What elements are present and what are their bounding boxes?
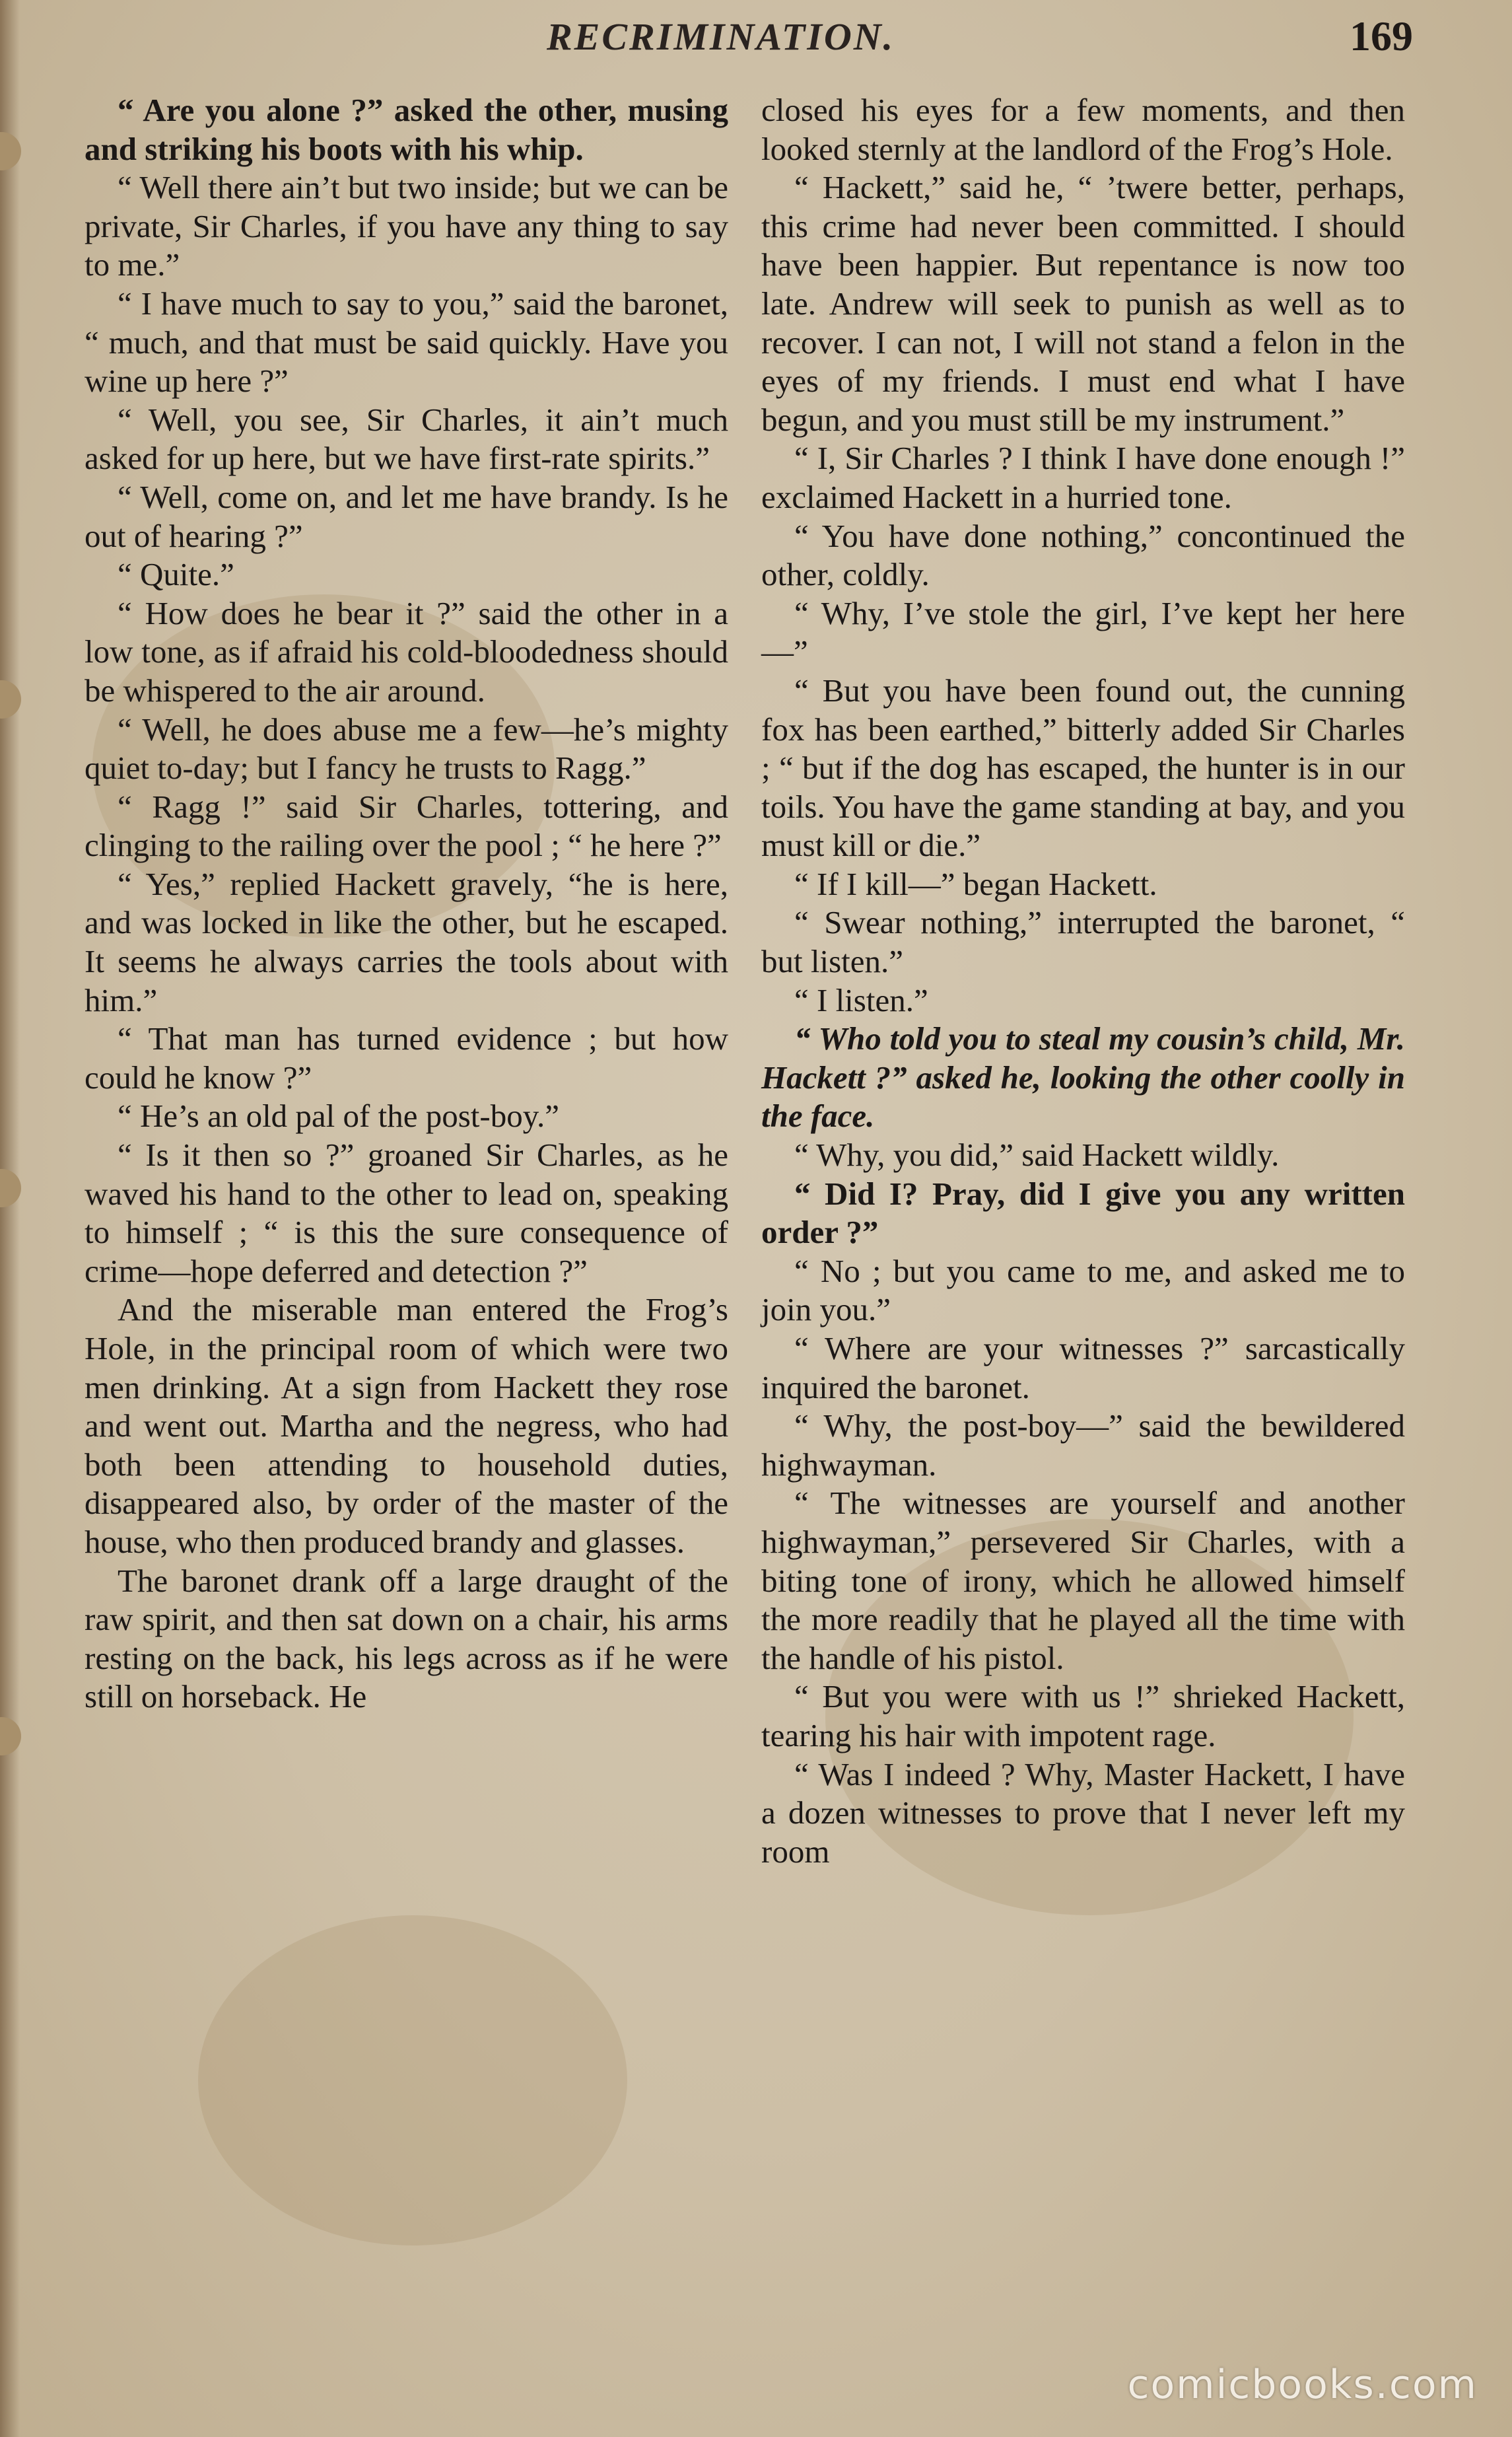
- paragraph: “ Who told you to steal my cousin’s child, Mr. Hackett ?” asked he, looking the other coolly in the face.: [761, 1020, 1405, 1135]
- paragraph: “ How does he bear it ?” said the other in a low tone, as if afraid his cold-bloodedness should be whispered to the air around.: [85, 594, 728, 709]
- paragraph: “ Why, you did,” said Hackett wildly.: [794, 1137, 1280, 1174]
- paragraph: “ If I kill—” began Hackett.: [794, 865, 1157, 902]
- page-edge-shadow: [0, 0, 20, 2437]
- running-title: RECRIMINATION.: [547, 15, 895, 58]
- paragraph: “ That man has turned evidence ; but how could he know ?”: [85, 1020, 728, 1096]
- paragraph: The baronet drank off a large draught of the raw spirit, and then sat down on a chair, his arms resting on the back, his legs across as if he were still on horseback. He: [85, 1562, 728, 1715]
- paragraph: “ I, Sir Charles ? I think I have done enough !” exclaimed Hackett in a hurried tone.: [761, 440, 1405, 515]
- paragraph: “ Was I indeed ? Why, Master Hackett, I have a dozen witnesses to prove that I never left my room: [761, 1755, 1405, 1870]
- paragraph: “ I have much to say to you,” said the baronet, “ much, and that must be said quickly. Have you wine up here ?”: [85, 285, 728, 400]
- paragraph: “ Why, I’ve stole the girl, I’ve kept her here—”: [761, 594, 1405, 670]
- site-watermark: comicbooks.com: [1127, 2362, 1478, 2408]
- paragraph: “ Where are your witnesses ?” sarcastically inquired the baronet.: [761, 1330, 1405, 1405]
- paragraph: “ But you have been found out, the cunning fox has been earthed,” bitterly added Sir Charles ; “ but if the dog has escaped, the hunter is in our toils. You have the game standing at bay, and you must kill or die.”: [761, 672, 1405, 864]
- paragraph: “ Are you alone ?” asked the other, musing and striking his boots with his whip.: [85, 92, 728, 167]
- paragraph: “ Well there ain’t but two inside; but we can be private, Sir Charles, if you have any thing to say to me.”: [85, 169, 728, 283]
- paragraph: “ Why, the post-boy—” said the bewildered highwayman.: [761, 1407, 1405, 1483]
- paragraph: closed his eyes for a few moments, and then looked sternly at the landlord of the Frog’s Hole.: [761, 92, 1405, 167]
- paragraph: “ Yes,” replied Hackett gravely, “he is here, and was locked in like the other, but he escaped. It seems he always carries the tools about with him.”: [85, 865, 728, 1018]
- paragraph: “ Well, he does abuse me a few—he’s mighty quiet to-day; but I fancy he trusts to Ragg.”: [85, 711, 728, 787]
- paragraph: “ He’s an old pal of the post-boy.”: [118, 1098, 560, 1135]
- paragraph: “ Is it then so ?” groaned Sir Charles, as he waved his hand to the other to lead on, speaking to himself ; “ is this the sure consequence of crime—hope deferred and detection ?”: [85, 1137, 728, 1289]
- paragraph: “ You have done nothing,” concontinued the other, coldly.: [761, 517, 1405, 593]
- paper-stain: [198, 1915, 627, 2245]
- right-text-column: [761, 91, 1405, 1871]
- paragraph: “ No ; but you came to me, and asked me to join you.”: [761, 1252, 1405, 1328]
- paragraph: “ Did I? Pray, did I give you any written order ?”: [761, 1175, 1405, 1251]
- left-text-column: [85, 91, 728, 1716]
- paragraph: “ Hackett,” said he, “ ’twere better, perhaps, this crime had never been committed. I should have been happier. But repentance is now too late. Andrew will seek to punish as well as to recover. I can not, I will not stand a felon in the eyes of my friends. I must end what I have begun, and you must still be my instrument.”: [761, 169, 1405, 438]
- paragraph: “ The witnesses are yourself and another highwayman,” persevered Sir Charles, with a biting tone of irony, which he allowed himself the more readily that he played all the time with the handle of his pistol.: [761, 1485, 1405, 1676]
- paragraph: “ Well, come on, and let me have brandy. Is he out of hearing ?”: [85, 478, 728, 554]
- paragraph: “ Well, you see, Sir Charles, it ain’t much asked for up here, but we have first-rate spirits.”: [85, 401, 728, 477]
- page-number: 169: [1350, 13, 1413, 59]
- running-head: [0, 9, 1512, 69]
- paragraph: “ Quite.”: [118, 556, 234, 593]
- paragraph: “ Ragg !” said Sir Charles, tottering, and clinging to the railing over the pool ; “ he here ?”: [85, 788, 728, 864]
- paragraph: And the miserable man entered the Frog’s Hole, in the principal room of which were two men drinking. At a sign from Hackett they rose and went out. Martha and the negress, who had both been attending to household duties, disappeared also, by order of the master of the house, who then produced brandy and glasses.: [85, 1291, 728, 1560]
- paragraph: “ I listen.”: [794, 981, 928, 1018]
- paragraph: “ But you were with us !” shrieked Hackett, tearing his hair with impotent rage.: [761, 1678, 1405, 1753]
- paragraph: “ Swear nothing,” interrupted the baronet, “ but listen.”: [761, 904, 1405, 980]
